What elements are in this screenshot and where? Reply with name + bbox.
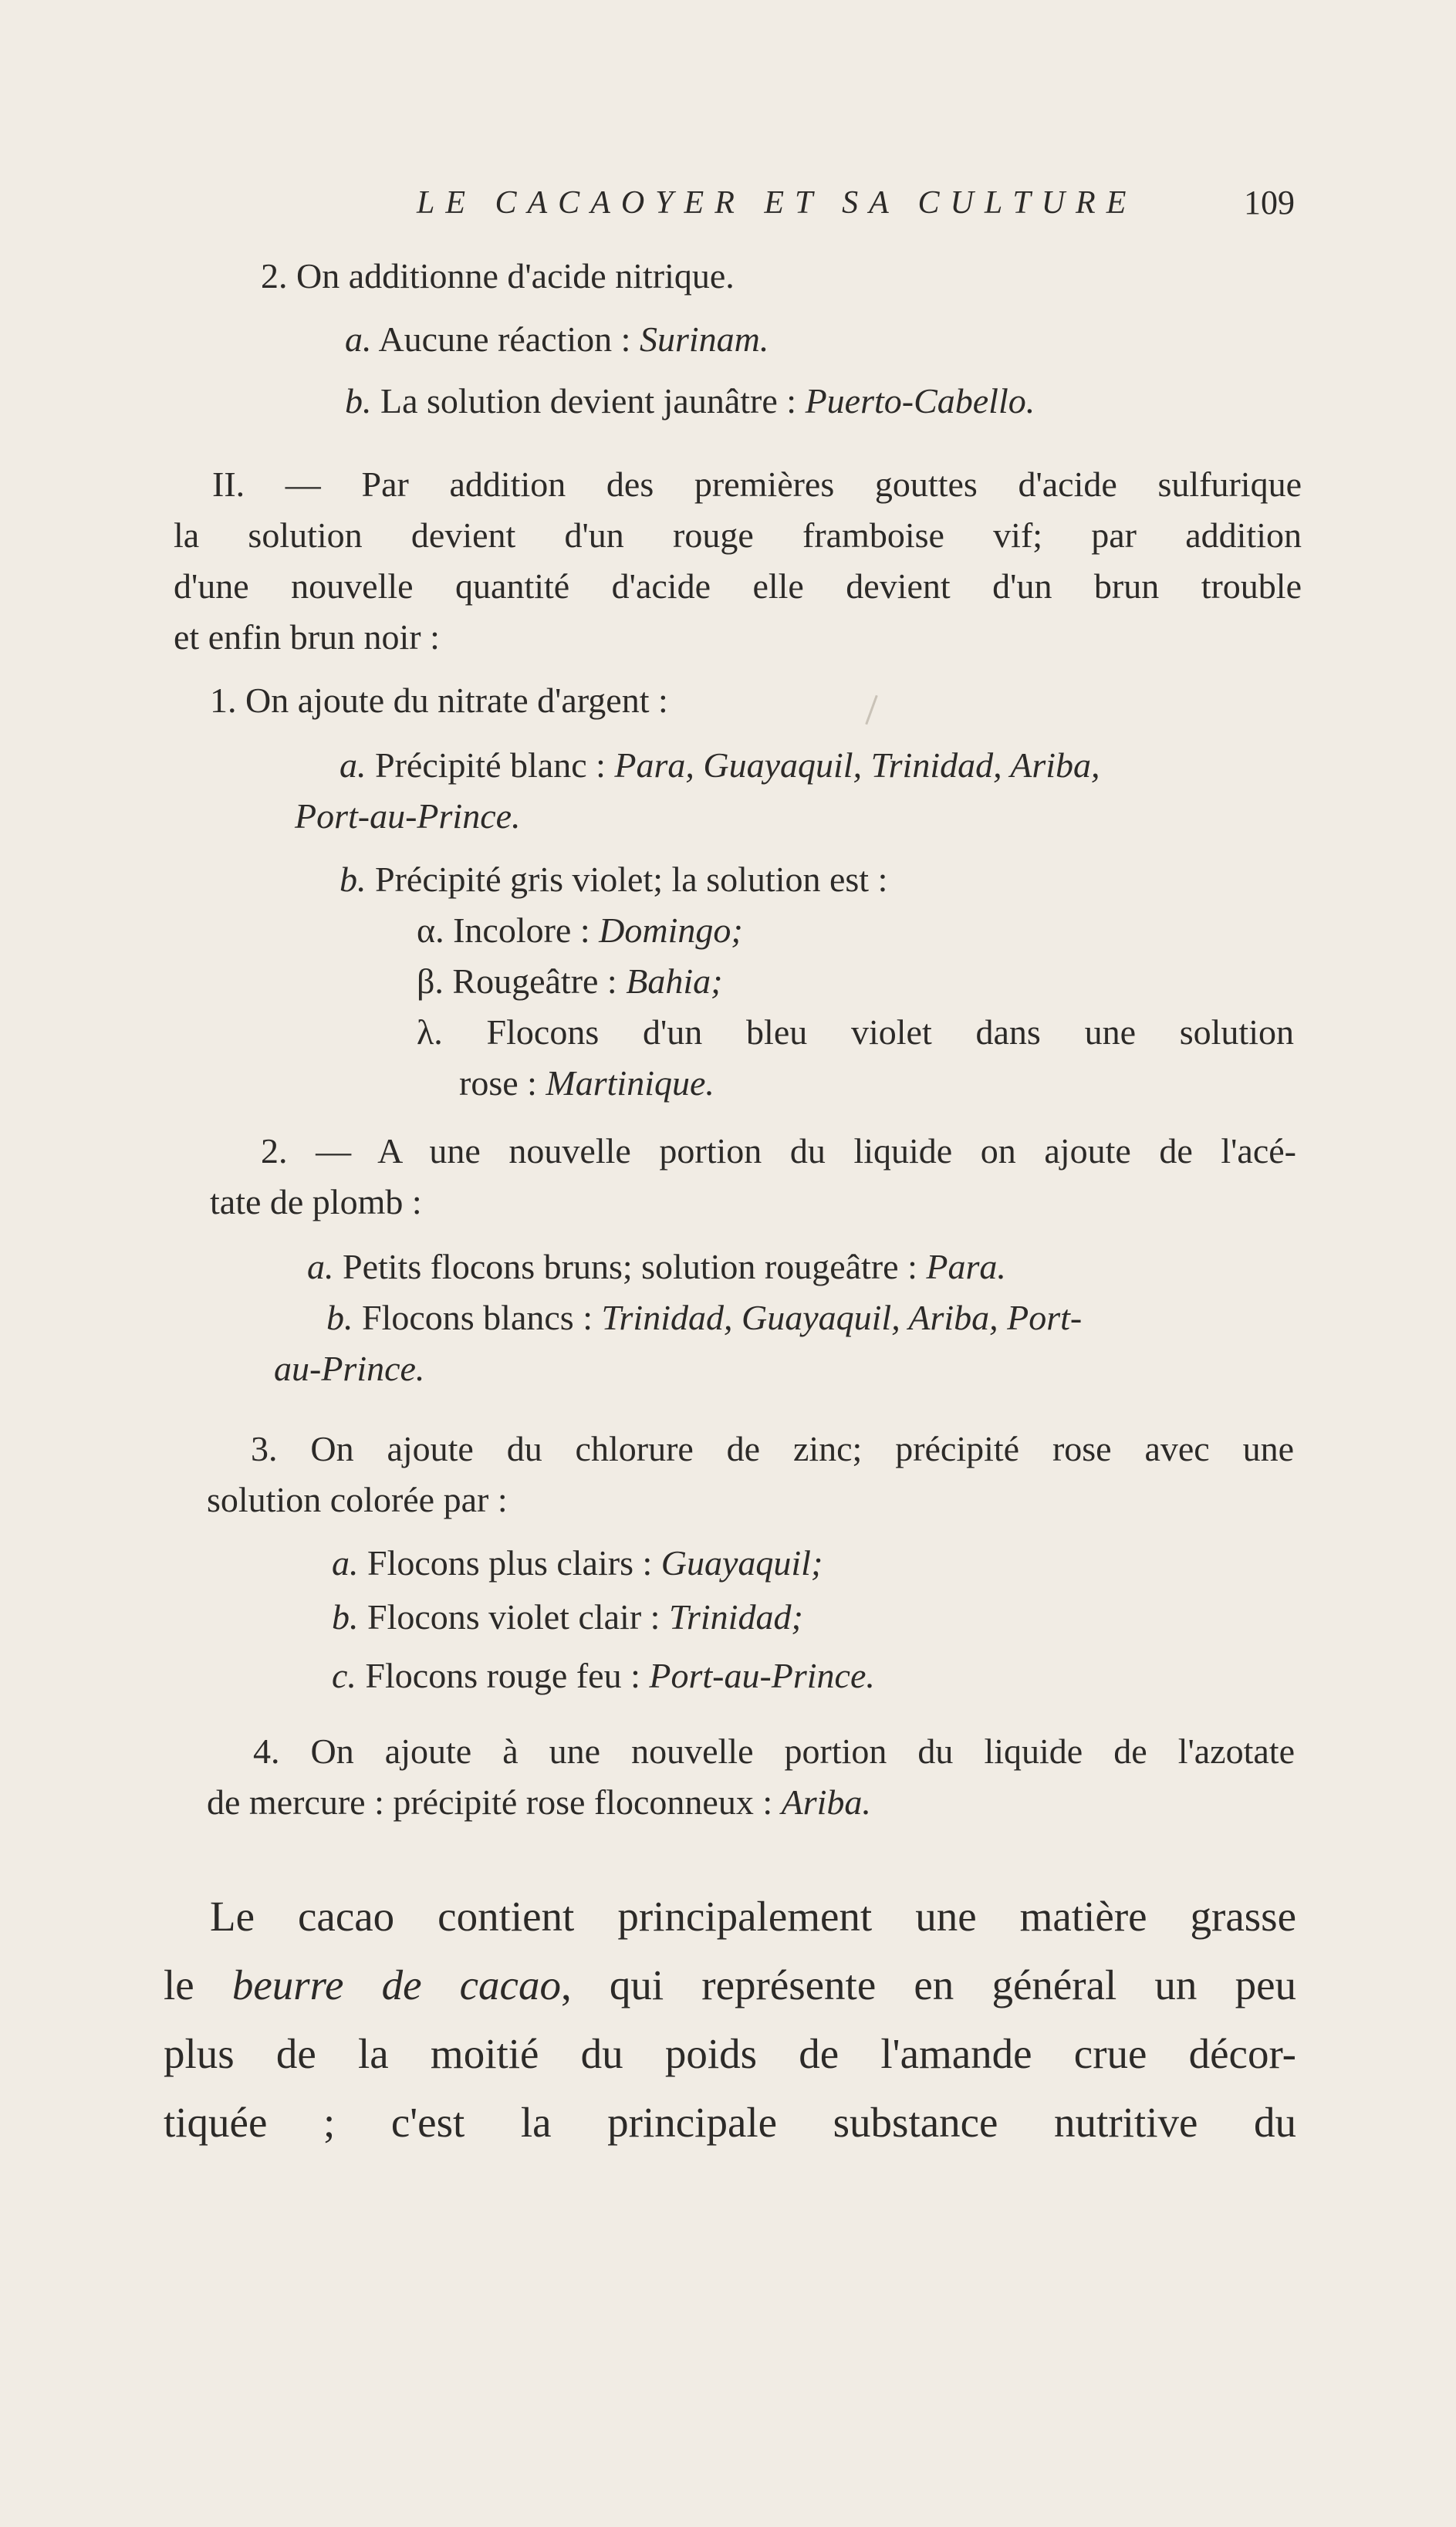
paragraph-line: Le cacao contient principalement une matière grasse xyxy=(210,1893,1296,1940)
item-text: β. Rougeâtre : xyxy=(417,961,627,1001)
text-line xyxy=(459,1060,714,1106)
item-text: La solution devient jaunâtre : xyxy=(371,381,806,421)
text-line xyxy=(345,316,769,363)
text-line: II. — Par addition des premières gouttes d'acide sulfurique xyxy=(212,465,1302,504)
paragraph-line: plus de la moitié du poids de l'amande crue décor- xyxy=(164,2030,1296,2077)
item-origin: Domingo; xyxy=(599,910,743,950)
text-line: tate de plomb : xyxy=(210,1182,422,1221)
text-line: et enfin brun noir : xyxy=(174,617,440,657)
item-origin: Surinam. xyxy=(639,319,769,359)
item-origin: Puerto-Cabello. xyxy=(805,381,1035,421)
text-line xyxy=(340,856,887,903)
item-letter: a. xyxy=(307,1247,334,1286)
item-origin: Bahia; xyxy=(626,961,723,1001)
item-text: Précipité gris violet; la solution est : xyxy=(366,860,888,899)
text-line xyxy=(332,1594,803,1640)
text-line: la solution devient d'un rouge framboise vif; par addition xyxy=(174,515,1302,555)
item-letter: c. xyxy=(332,1656,356,1695)
item-letter: b. xyxy=(340,860,367,899)
item-letter: a. xyxy=(345,319,372,359)
text-line xyxy=(417,958,722,1005)
item-text: Petits flocons bruns; solution rougeâtre : xyxy=(333,1247,927,1286)
page-number: 109 xyxy=(1244,184,1295,221)
text-line xyxy=(307,1244,1006,1290)
text-line xyxy=(340,742,1100,789)
item-letter: a. xyxy=(332,1543,359,1583)
item-letter: b. xyxy=(332,1597,359,1637)
item-letter: b. xyxy=(345,381,372,421)
text-line: d'une nouvelle quantité d'acide elle devient d'un brun trouble xyxy=(174,566,1302,606)
text-line: λ. Flocons d'un bleu violet dans une solution xyxy=(417,1012,1294,1052)
item-letter: b. xyxy=(326,1298,353,1337)
text-line xyxy=(326,1295,1082,1341)
item-text: Flocons blancs : xyxy=(353,1298,602,1337)
paragraph-text: le xyxy=(164,1961,232,2008)
text-line: au-Prince. xyxy=(274,1349,425,1388)
text-line: 4. On ajoute à une nouvelle portion du liquide de l'azotate xyxy=(253,1731,1295,1771)
item-origin: Port-au-Prince. xyxy=(649,1656,875,1695)
item-text: α. Incolore : xyxy=(417,910,600,950)
item-text: Flocons plus clairs : xyxy=(358,1543,661,1583)
text-line: 3. On ajoute du chlorure de zinc; précipité rose avec une xyxy=(251,1429,1294,1468)
text-line xyxy=(345,378,1035,424)
text-line xyxy=(207,1779,871,1826)
text-line xyxy=(417,907,743,954)
text-line: 2. On additionne d'acide nitrique. xyxy=(261,256,735,296)
item-origin: Para, Guayaquil, Trinidad, Ariba, xyxy=(614,745,1100,785)
item-text: Précipité blanc : xyxy=(366,745,615,785)
paragraph-line: tiquée ; c'est la principale substance nutritive du xyxy=(164,2099,1296,2146)
item-origin: Martinique. xyxy=(546,1063,714,1103)
item-text: rose : xyxy=(459,1063,546,1103)
item-text: de mercure : précipité rose floconneux : xyxy=(207,1782,782,1822)
item-text: Flocons violet clair : xyxy=(358,1597,669,1637)
item-text: Flocons rouge feu : xyxy=(356,1656,650,1695)
text-line: solution colorée par : xyxy=(207,1480,508,1519)
item-origin: Guayaquil; xyxy=(660,1543,823,1583)
item-origin: Trinidad; xyxy=(668,1597,803,1637)
running-header: LE CACAOYER ET SA CULTURE xyxy=(417,185,1137,221)
text-line xyxy=(332,1540,823,1586)
paragraph-line xyxy=(164,1958,1296,2012)
paragraph-text: , qui représente en général un peu xyxy=(560,1961,1296,2008)
text-line: 2. — A une nouvelle portion du liquide on ajoute de l'acé- xyxy=(261,1131,1296,1171)
text-line xyxy=(332,1653,875,1699)
item-text: Aucune réaction : xyxy=(371,319,640,359)
item-letter: a. xyxy=(340,745,367,785)
item-origin: Trinidad, Guayaquil, Ariba, Port- xyxy=(601,1298,1083,1337)
item-origin: Para. xyxy=(926,1247,1006,1286)
item-origin: Ariba. xyxy=(781,1782,871,1822)
text-line: 1. On ajoute du nitrate d'argent : xyxy=(210,681,668,720)
paper-mark xyxy=(865,695,878,725)
text-line: Port-au-Prince. xyxy=(295,796,521,836)
emphasized-term: beurre de cacao xyxy=(231,1961,561,2008)
